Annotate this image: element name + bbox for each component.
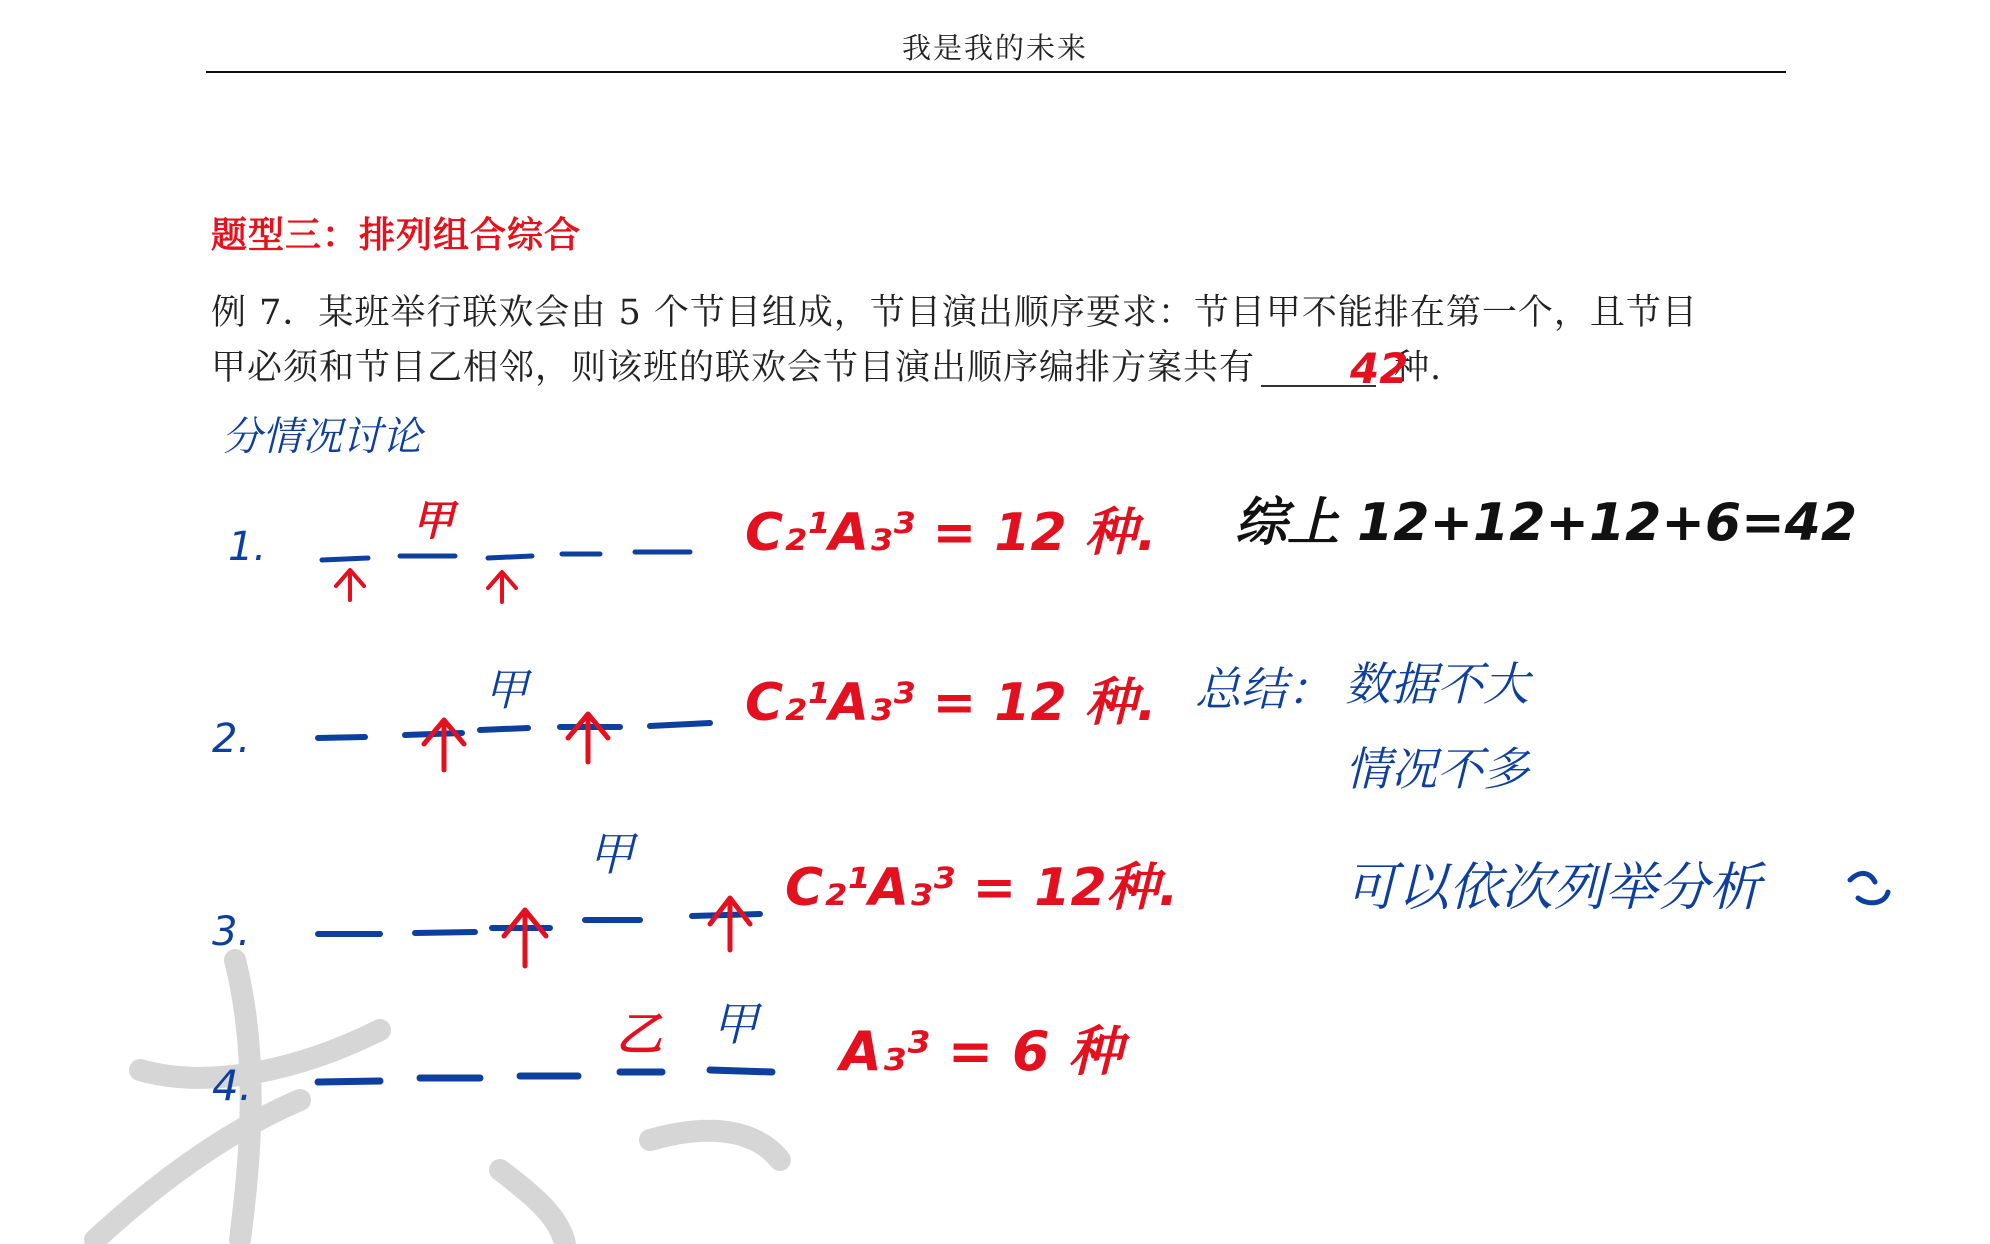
case-4-mark-b: 甲 [712,997,758,1051]
case-4-index: 4. [212,1061,253,1110]
case-3 [212,827,1178,966]
case-3-mark: 甲 [588,827,634,881]
question-line-2-suffix: 种. [1394,348,1443,388]
summary-line-1: 数据不大 [1345,657,1529,711]
summary-block [1195,657,1888,918]
discussion-heading: 分情况讨论 [222,414,422,460]
case-3-formula: C₂¹A₃³ = 12种. [785,858,1179,918]
section-title: 题型三：排列组合综合 [211,214,582,256]
answer-value: 42 [1350,344,1409,393]
smiley-doodle [1850,873,1888,902]
summary-label: 总结： [1195,662,1333,716]
case-1 [228,496,1157,602]
case-1-formula: C₂¹A₃³ = 12 种. [745,503,1157,563]
summary-line-3: 可以依次列举分析 [1345,858,1762,918]
question-line-1: 例 7．某班举行联欢会由 5 个节目组成，节目演出顺序要求：节目甲不能排在第一个，且节目 [211,293,1698,333]
case-1-index: 1. [228,524,267,570]
total-summary: 综上 12+12+12+6=42 [1235,493,1858,553]
case-2-index: 2. [212,716,251,762]
case-2-formula: C₂¹A₃³ = 12 种. [745,673,1157,733]
case-2-mark: 甲 [484,665,528,716]
case-4-mark-a: 乙 [616,1007,662,1061]
question-line-2-prefix: 甲必须和节目乙相邻，则该班的联欢会节目演出顺序编排方案共有 [211,348,1256,388]
case-3-index: 3. [212,909,251,955]
case-2 [212,665,1157,770]
page-header-title: 我是我的未来 [901,31,1088,65]
watermark-graphic [95,960,780,1244]
summary-line-2: 情况不多 [1345,742,1529,796]
case-4-formula: A₃³ = 6 种 [840,1020,1123,1083]
case-1-mark: 甲 [412,496,455,545]
